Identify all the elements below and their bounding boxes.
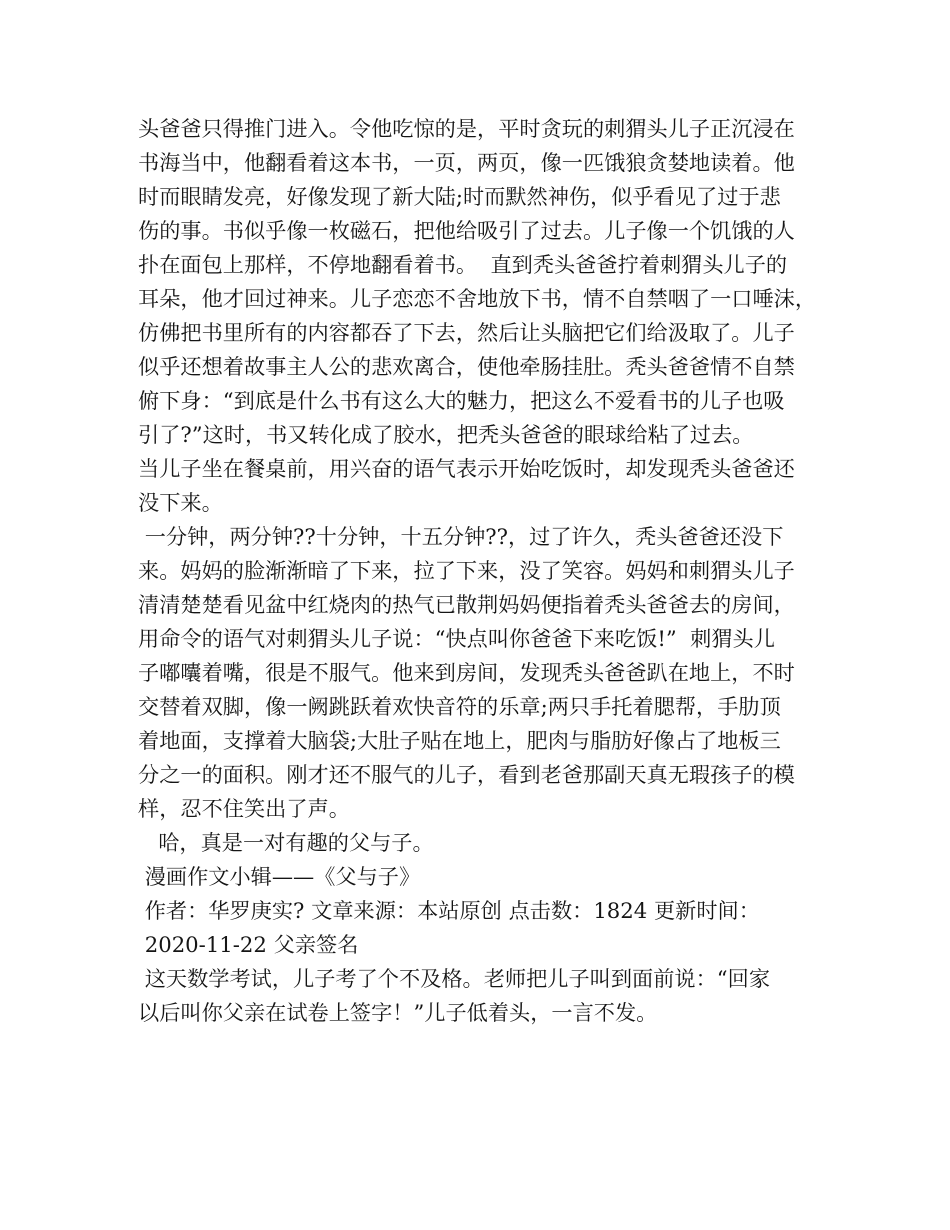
text-line: 没下来。 xyxy=(138,490,223,515)
text-line: 分之一的面积。刚才还不服气的儿子，看到老爸那副天真无瑕孩子的模 xyxy=(138,762,795,787)
text-line: 扑在面包上那样，不停地翻看着书。 直到秃头爸爸拧着刺猬头儿子的 xyxy=(138,252,788,277)
text-line: 子嘟囔着嘴，很是不服气。他来到房间，发现秃头爸爸趴在地上，不时 xyxy=(138,660,795,685)
section-title: 漫画作文小辑——《父与子》 xyxy=(138,864,421,889)
article-meta-date: 2020-11-22 父亲签名 xyxy=(138,932,359,957)
text-line: 清清楚楚看见盆中红烧肉的热气已散荆妈妈便指着秃头爸爸去的房间， xyxy=(138,592,795,617)
text-line: 时而眼睛发亮，好像发现了新大陆;时而默然神伤，似乎看见了过于悲 xyxy=(138,184,781,209)
text-line: 伤的事。书似乎像一枚磁石，把他给吸引了过去。儿子像一个饥饿的人 xyxy=(138,218,795,243)
text-line: 这天数学考试，儿子考了个不及格。老师把儿子叫到面前说：“回家 xyxy=(138,966,771,991)
text-line: 仿佛把书里所有的内容都吞了下去，然后让头脑把它们给汲取了。儿子 xyxy=(138,320,795,345)
text-line: 引了?”这时，书又转化成了胶水，把秃头爸爸的眼球给粘了过去。 xyxy=(138,422,754,447)
text-line: 当儿子坐在餐桌前，用兴奋的语气表示开始吃饭时，却发现秃头爸爸还 xyxy=(138,456,795,481)
text-line: 交替着双脚，像一阙跳跃着欢快音符的乐章;两只手托着腮帮，手肋顶 xyxy=(138,694,781,719)
article-body xyxy=(138,112,838,1030)
text-line: 着地面，支撑着大脑袋;大肚子贴在地上，肥肉与脂肪好像占了地板三 xyxy=(138,728,781,753)
text-line: 书海当中，他翻看着这本书，一页，两页，像一匹饿狼贪婪地读着。他 xyxy=(138,150,795,175)
text-line: 耳朵，他才回过神来。儿子恋恋不舍地放下书，情不自禁咽了一口唾沫， xyxy=(138,286,817,311)
text-line: 俯下身：“到底是什么书有这么大的魅力，把这么不爱看书的儿子也吸 xyxy=(138,388,785,413)
text-line: 样，忍不住笑出了声。 xyxy=(138,796,350,821)
text-line: 头爸爸只得推门进入。令他吃惊的是，平时贪玩的刺猬头儿子正沉浸在 xyxy=(138,116,795,141)
article-meta: 作者：华罗庚实? 文章来源：本站原创 点击数：1824 更新时间： xyxy=(138,898,760,923)
text-line: 来。妈妈的脸渐渐暗了下来，拉了下来，没了笑容。妈妈和刺猬头儿子 xyxy=(138,558,795,583)
text-line: 以后叫你父亲在试卷上签字！”儿子低着头，一言不发。 xyxy=(138,1000,658,1025)
text-line: 用命令的语气对刺猬头儿子说：“快点叫你爸爸下来吃饭!” 刺猬头儿 xyxy=(138,626,775,651)
text-line: 似乎还想着故事主人公的悲欢离合，使他牵肠挂肚。秃头爸爸情不自禁 xyxy=(138,354,795,379)
text-line: 哈，真是一对有趣的父与子。 xyxy=(138,830,434,855)
text-line: 一分钟，两分钟??十分钟，十五分钟??，过了许久，秃头爸爸还没下 xyxy=(138,524,784,549)
